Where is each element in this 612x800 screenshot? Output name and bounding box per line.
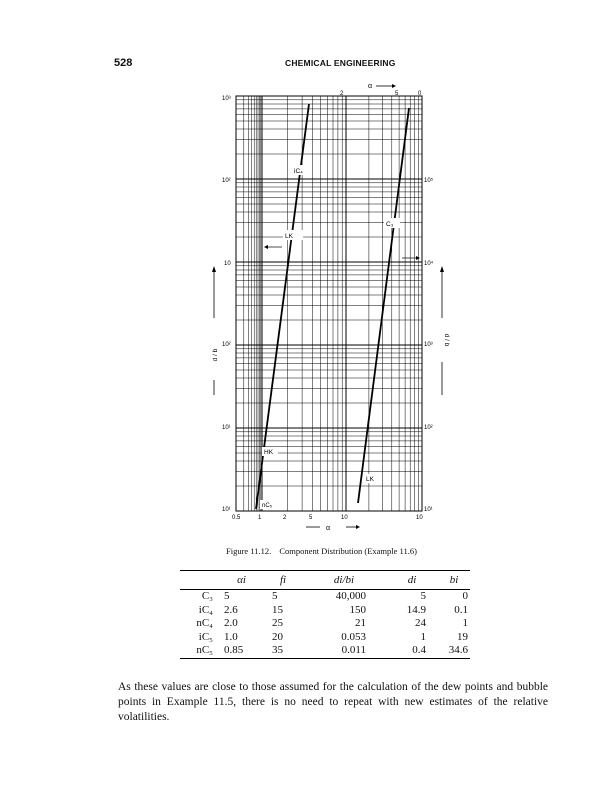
right-y-arrowhead: [440, 266, 444, 272]
annotation-ic4: iC₄: [294, 168, 303, 175]
bottom-alpha-label: α: [326, 525, 331, 532]
annotation-lk-right: LK: [366, 476, 374, 483]
table-cell-alpha: 1.0: [224, 630, 238, 643]
table-cell-f: 20: [272, 630, 283, 643]
component-table: [180, 570, 470, 659]
table-row: [180, 617, 470, 631]
table-row: [180, 604, 470, 618]
table-row: [180, 644, 470, 658]
top-alpha-arrowhead: [392, 84, 396, 88]
table-cell-db: 0.011: [341, 644, 366, 656]
table-header-alpha: αi: [237, 574, 246, 586]
figure-caption-number: Figure 11.12.: [226, 546, 272, 556]
bottom-tick: 0.5: [232, 515, 241, 521]
top-tick: 2: [340, 91, 344, 97]
table-cell-component: nC₅: [196, 644, 213, 656]
table-cell-b: 34.6: [448, 644, 468, 656]
table-cell-db: 40,000: [335, 590, 366, 602]
top-tick: 0: [418, 91, 422, 97]
table-cell-f: 25: [272, 617, 283, 629]
annotation-lk-left: LK: [285, 233, 293, 240]
table-header-f: fi: [279, 574, 287, 586]
table-header-blank: [180, 571, 219, 590]
bottom-tick: 2: [283, 515, 287, 521]
right-tick: 10³: [424, 342, 433, 348]
figure-caption-text: Component Distribution (Example 11.6): [279, 546, 417, 556]
table-cell-component: nC₄: [196, 617, 213, 629]
table-cell-d: 5: [420, 590, 426, 602]
table-row: [180, 631, 470, 645]
right-y-label: d / b: [443, 333, 450, 347]
table-cell-d: 1: [420, 630, 426, 643]
table-cell-d: 14.9: [406, 603, 426, 616]
bottom-tick: 10: [416, 515, 423, 521]
left-y-arrowhead: [212, 266, 216, 272]
left-tick: 10³: [222, 96, 231, 102]
table-header-d: di: [407, 574, 417, 586]
page-number: 528: [114, 57, 133, 69]
table-cell-db: 150: [349, 603, 366, 616]
right-tick: 10⁴: [424, 261, 434, 267]
table-cell-alpha: 2.6: [224, 603, 238, 616]
bottom-tick: 10: [341, 515, 348, 521]
table-cell-d: 24: [415, 617, 426, 629]
left-tick: 10¹: [222, 507, 231, 513]
table-cell-alpha: 0.85: [224, 644, 244, 656]
top-alpha-label: α: [368, 83, 373, 90]
annotation-c3: C₃: [386, 221, 394, 228]
table-cell-f: 15: [272, 603, 283, 616]
table-cell-b: 19: [457, 630, 468, 643]
table-cell-b: 0.1: [454, 603, 468, 616]
table-cell-component: iC₄: [198, 603, 213, 616]
right-tick: 10⁵: [424, 178, 434, 184]
body-paragraph: As these values are close to those assumed for the calculation of the dew points and bubble points in Example 11.5, there is no need to repeat with new estimates of the relative volatilities.: [118, 681, 548, 723]
table-row: [180, 590, 470, 604]
right-tick: 10¹: [424, 507, 433, 513]
table-cell-alpha: 5: [224, 590, 230, 602]
bottom-alpha-arrowhead: [356, 525, 360, 529]
table-cell-db: 21: [355, 617, 366, 629]
left-tick: 10¹: [222, 425, 231, 431]
right-tick: 10²: [424, 425, 433, 431]
c3-pointer-head: [416, 256, 420, 260]
table-header-b: bi: [449, 574, 459, 586]
table-cell-f: 35: [272, 644, 283, 656]
table-cell-component: iC₅: [198, 630, 213, 643]
top-tick: 5: [395, 91, 399, 97]
bottom-tick: 1: [258, 515, 262, 521]
running-head: CHEMICAL ENGINEERING: [285, 58, 396, 68]
table-cell-db: 0.053: [341, 630, 366, 643]
left-tick: 10²: [222, 178, 231, 184]
table-header-row: [180, 571, 470, 590]
annotation-nc5: nC₅: [262, 503, 273, 509]
table-header-db: di/bi: [333, 574, 355, 586]
lk-left-pointer-head: [264, 245, 268, 249]
annotation-hk: HK: [264, 449, 274, 456]
figure-caption: [226, 546, 417, 556]
table-cell-b: 1: [462, 617, 468, 629]
left-y-label: d / b: [212, 348, 219, 362]
left-tick: 10²: [222, 342, 231, 348]
table-cell-f: 5: [272, 590, 278, 602]
bottom-tick: 5: [309, 515, 313, 521]
table-cell-b: 0: [462, 590, 468, 602]
table-cell-d: 0.4: [412, 644, 426, 656]
table-cell-component: C₃: [201, 590, 213, 602]
left-tick: 10: [224, 261, 231, 267]
table-cell-alpha: 2.0: [224, 617, 238, 629]
